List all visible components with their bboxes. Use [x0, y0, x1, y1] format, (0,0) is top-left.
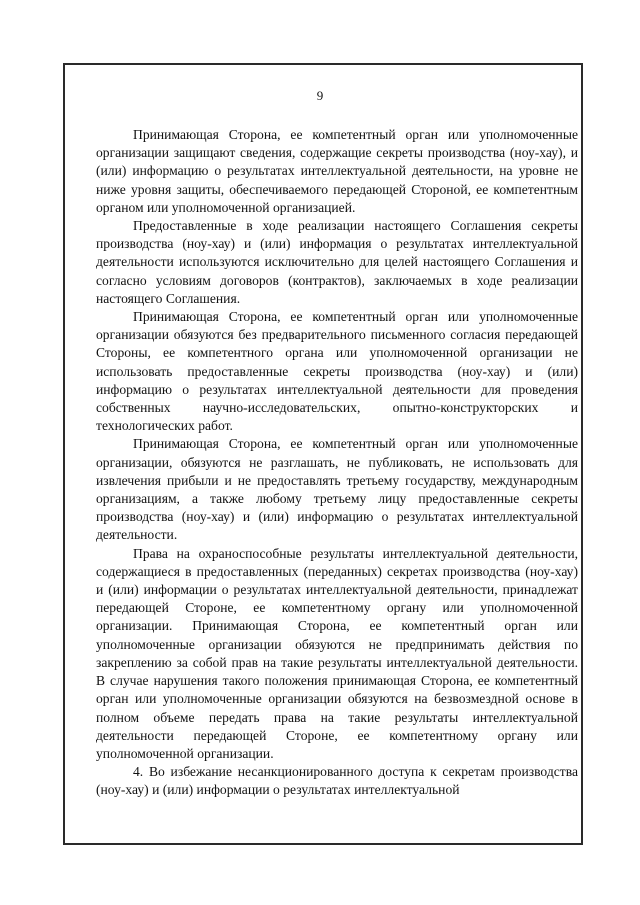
paragraph-non-disclosure: Принимающая Сторона, ее компетентный орган или уполномоченные организации, обязуются не разглашать, не публиковать, не использовать для извлечения прибыли и не предоставлять третьему государству, международным организациям, а также любому третьему лицу предоставленные секреты производства (ноу-хау) и (или) информацию о результатах интеллектуальной деятельности. — [96, 436, 578, 543]
paragraph-usage-purpose: Предоставленные в ходе реализации настоящего Соглашения секреты производства (ноу-хау) и (или) информация о результатах интеллектуальной деятельности используются исключительно для целей настоящего Соглашения и согласно условиям договоров (контрактов), заключаемых в ходе реализации настоящего Соглашения. — [96, 218, 578, 306]
paragraph-ip-rights: Права на охраноспособные результаты интеллектуальной деятельности, содержащиеся в предоставленных (переданных) секретах производства (ноу-хау) и (или) информации о результатах интеллектуальной деятельности, принадлежат передающей Стороне, ее компетентному органу или уполномоченной организации. Принимающая Сторона, ее компетентный орган или уполномоченные организации обязуются не предпринимать действия по закреплению за собой прав на такие результаты интеллектуальной деятельности. В случае нарушения такого положения принимающая Сторона, ее компетентный орган или уполномоченные организации обязуются на безвозмездной основе в полном объеме передать права на такие результаты интеллектуальной деятельности передающей Стороне, ее компетентному органу или уполномоченной организации. — [96, 545, 578, 761]
document-body — [96, 126, 578, 800]
page-number: 9 — [316, 88, 324, 103]
paragraph-protection-level: Принимающая Сторона, ее компетентный орган или уполномоченные организации защищают сведения, содержащие секреты производства (ноу-хау), и (или) информацию о результатах интеллектуальной деятельности, на уровне не ниже уровня защиты, обеспечиваемого передающей Стороной, ее компетентным органом или уполномоченной организацией. — [96, 127, 578, 215]
paragraph-no-own-research-use: Принимающая Сторона, ее компетентный орган или уполномоченные организации обязуются без предварительного письменного согласия передающей Стороны, ее компетентного органа или уполномоченной организации не использовать предоставленные секреты производства (ноу-хау) и (или) информацию о результатах интеллектуальной деятельности для проведения собственных научно-исследовательских, опытно-конструкторских и технологических работ. — [96, 309, 578, 434]
paragraph-item-4-start: 4. Во избежание несанкционированного доступа к секретам производства (ноу-хау) и (или) информации о результатах интеллектуальной — [96, 764, 578, 798]
